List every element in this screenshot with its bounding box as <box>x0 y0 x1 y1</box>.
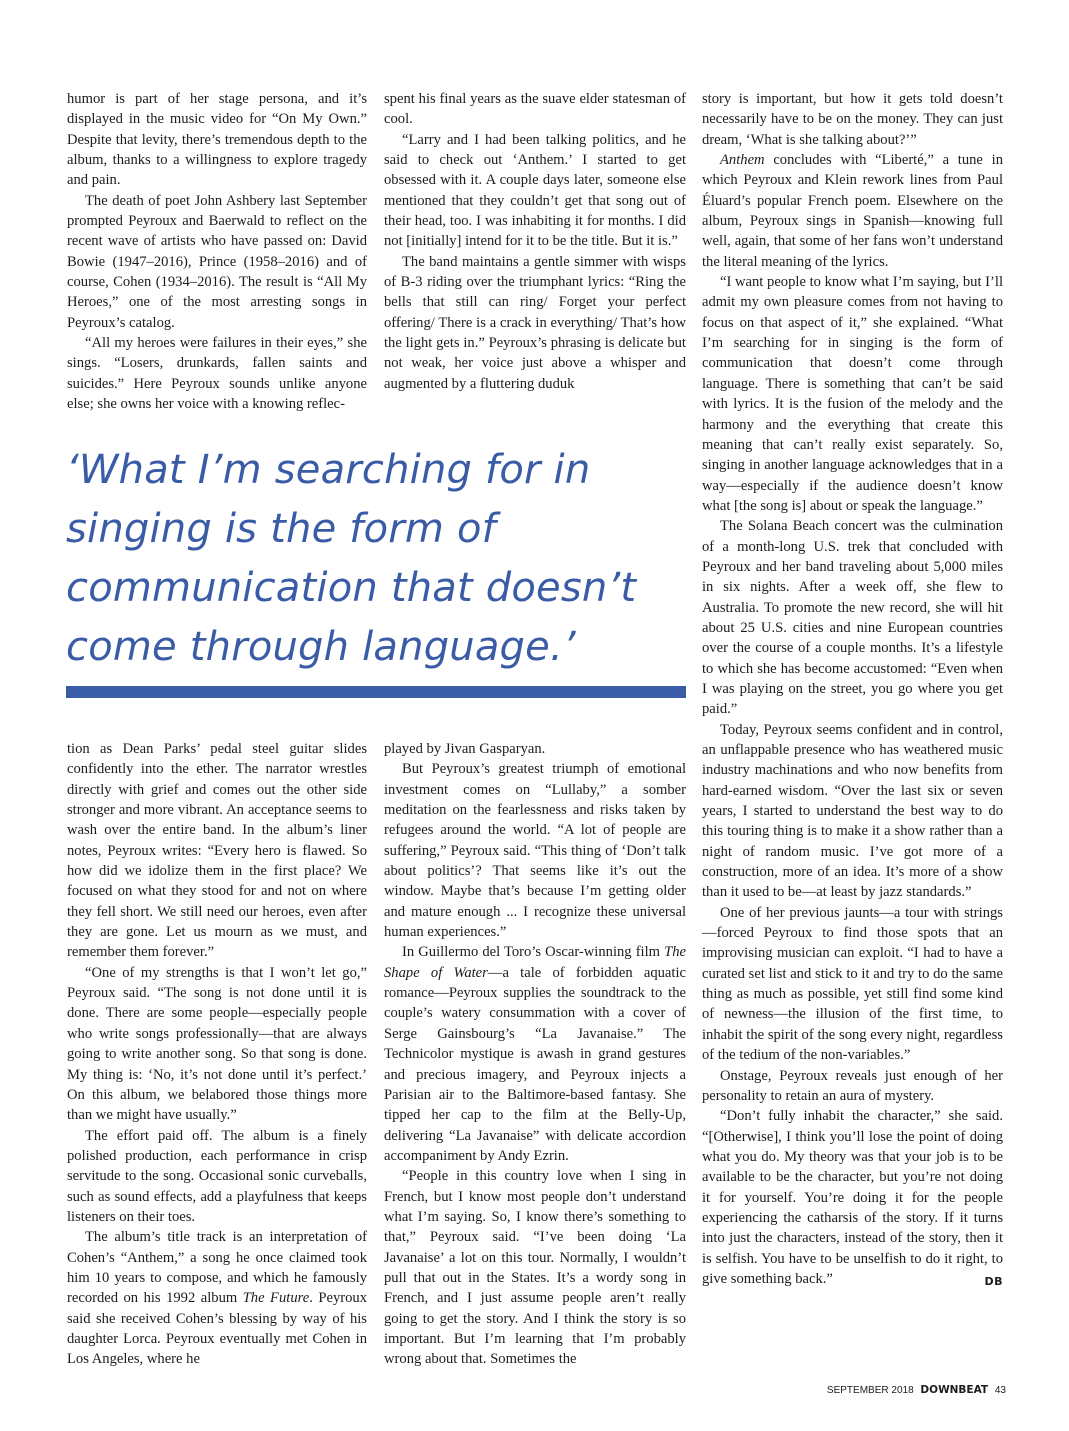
paragraph: Anthem concludes with “Liberté,” a tune in which Peyroux and Klein rework lines from Paul Éluard’s popular French poem. Elsewhere on the album, Peyroux sings in Spanish—knowing full well, again, that some of her fans won’t understand the literal meaning of the lyrics. <box>702 152 1003 270</box>
paragraph: “Larry and I had been talking politics, and he said to check out ‘Anthem.’ I started to get obsessed with it. A couple days later, someone else mentioned that they couldn’t get that song out of their head, too. I was inhabiting it for months. I did not [initially] intend for it to be the title. But it is.” <box>384 131 686 250</box>
paragraph-text: “Don’t fully inhabit the character,” she said. “[Otherwise], I think you’ll lose the point of doing what you do. My theory was that your job is to be available to be the character, but you’re not doing it for yourself. You’re doing it for the people experiencing the catharsis of the story. If it turns into just the characters, instead of the story, then it is selfish. You have to be unselfish to do it right, to give something back.” <box>702 1108 1003 1287</box>
paragraph: In Guillermo del Toro’s Oscar-winning film The Shape of Water—a tale of forbidden aquatic romance—Peyroux supplies the soundtrack to the couple’s watery consummation with a cover of Serge Gainsbourg’s “La Javanaise.” The Technicolor mystique is awash in grand gestures and precious imagery, and Peyroux injects a Parisian air to the Baltimore-based fantasy. She tipped her cap to the film at the Belly-Up, delivering “La Javanaise” with delicate accordion accompaniment by Andy Ezrin. <box>384 944 686 1164</box>
article-column-2 <box>384 89 686 394</box>
paragraph: The Solana Beach concert was the culmination of a month-long U.S. trek that concluded with Peyroux and her band traveling about 5,000 miles in six nights. After a week off, she flew to Australia. To promote the new record, she will hit about 25 U.S. cities and nine European countries over the course of a couple months. It’s a lifestyle to which she has become accustomed: “Even when I was playing on the street, you go where you get paid.” <box>702 518 1003 718</box>
paragraph: “I want people to know what I’m saying, but I’ll admit my own pleasure comes from not having to focus on that aspect of it,” she explained. “What I’m searching for in singing is the form of communication that doesn’t come through language. There is something that can’t be said with lyrics. It is the fusion of the melody and the harmony and the everything that create this meaning that can’t really exist separately. So, singing in another language acknowledges that in a way—especially if the audience doesn’t know what [the song is] about or speak the language.” <box>702 274 1003 514</box>
paragraph: The album’s title track is an interpretation of Cohen’s “Anthem,” a song he once claimed took him 10 years to compose, and which he famously recorded on his 1992 album The Future. Peyroux said she received Cohen’s blessing by way of his daughter Lorca. Peyroux eventually met Cohen in Los Angeles, where he <box>67 1229 367 1368</box>
pull-quote-line: come through language.’ <box>66 624 576 670</box>
pull-quote-line: singing is the form of <box>66 506 496 552</box>
paragraph: played by Jivan Gasparyan. <box>384 741 546 757</box>
pull-quote-line: communication that doesn’t <box>66 565 637 611</box>
paragraph: story is important, but how it gets told doesn’t necessarily have to be on the money. They can just dream, ‘What is she talking about?’” <box>702 91 1003 148</box>
magazine-name: DOWNBEAT <box>920 1384 989 1396</box>
paragraph-final <box>702 1106 1003 1289</box>
page-number: 43 <box>994 1385 1006 1396</box>
article-column-3 <box>702 89 1003 1292</box>
paragraph: But Peyroux’s greatest triumph of emotional investment comes on “Lullaby,” a somber meditation on the fearlessness and risks taken by refugees around the world. “A lot of people are suffering,” Peyroux said. “This thing of ‘Don’t talk about politics’? That seems like it’s out the window. Maybe that’s because I’m getting older and mature enough ... I recognize these universal human experiences.” <box>384 761 686 941</box>
paragraph: The effort paid off. The album is a finely polished production, each performance in crisp servitude to the song. Occasional sonic curveballs, such as sound effects, add a playfulness that keeps listeners on their toes. <box>67 1127 367 1225</box>
paragraph: “People in this country love when I sing in French, but I know most people don’t understand what I’m saying. So, I know there’s something to that,” Peyroux said. “I’ve been doing ‘La Javanaise’ a lot on this tour. Normally, I wouldn’t pull that out in the States. It’s a wordy song in French, and I just assume people aren’t really going to get the story. And I think the story is so important. But I’m learning that I’m probably wrong about that. Sometimes the <box>384 1168 686 1368</box>
paragraph: The band maintains a gentle simmer with wisps of B-3 riding over the triumphant lyrics: “Ring the bells that still can ring/ Forget your perfect offering/ There is a crack in everything/ That’s how the light gets in.” Peyroux’s phrasing is delicate but not weak, her voice just above a whisper and augmented by a fluttering duduk <box>384 253 686 392</box>
article-column-5 <box>384 739 686 1370</box>
paragraph: tion as Dean Parks’ pedal steel guitar slides confidently into the ether. The narrator wrestles directly with grief and comes out the other side stronger and more vibrant. An acceptance seems to wash over the entire band. In the album’s liner notes, Peyroux writes: “Every hero is flawed. So how did we idolize them in the first place? We focused on what they stood for and not on where they fell short. We still need our heroes, even after they are gone. Let us mourn as we must, and remember them forever.” <box>67 741 367 961</box>
paragraph: humor is part of her stage persona, and it’s displayed in the music video for “On My Own.” Despite that levity, there’s tremendous depth to the album, thanks to a willingness to explore tragedy and pain. <box>67 91 367 189</box>
pull-quote <box>66 441 637 677</box>
paragraph: spent his final years as the suave elder statesman of cool. <box>384 91 686 128</box>
paragraph: The death of poet John Ashbery last September prompted Peyroux and Baerwald to reflect on the recent wave of artists who have passed on: David Bowie (1947–2016), Prince (1958–2016) and of course, Cohen (1934–2016). The result is “All My Heroes,” one of the most arresting songs in Peyroux’s catalog. <box>67 192 367 331</box>
paragraph: “All my heroes were failures in their eyes,” she sings. “Losers, drunkards, fallen saints and suicides.” Here Peyroux sounds unlike anyone else; she owns her voice with a knowing reflec- <box>67 335 367 413</box>
paragraph: One of her previous jaunts—a tour with strings—forced Peyroux to find those spots that an improvising musician can exploit. “I had to have a curated set list and stick to it and try to do the same thing as much as possible, yet still find some kind of newness—the illusion of the first time, to inhabit the spirit of the song every night, regardless of the tedium of the non-variables.” <box>702 904 1003 1064</box>
paragraph: Today, Peyroux seems confident and in control, an unflappable presence who has weathered music industry machinations and who now benefits from hard-earned wisdom. “Over the last six or seven years, I started to understand the best way to do this touring thing is to make it a show rather than a night of random music. I’ve got more of a construction, more of an idea. It’s more of a show than it used to be—at least by jazz standards.” <box>702 721 1003 901</box>
pull-quote-line: ‘What I’m searching for in <box>66 447 591 493</box>
article-column-4 <box>67 739 367 1370</box>
issue-date: SEPTEMBER 2018 <box>826 1385 914 1396</box>
article-column-1 <box>67 89 367 415</box>
paragraph: Onstage, Peyroux reveals just enough of her personality to retain an aura of mystery. <box>702 1067 1003 1104</box>
page-footer <box>827 1384 1006 1396</box>
end-mark: DB <box>984 1274 1003 1288</box>
pull-quote-rule <box>66 686 686 698</box>
paragraph: “One of my strengths is that I won’t let go,” Peyroux said. “The song is not done until it is done. There are some people—especially people who write songs professionally—that are always going to write another song. So that song is done. My thing is: ‘No, it’s not done until it’s perfect.’ On this album, we belabored those things more than we might have usually.” <box>67 964 367 1124</box>
